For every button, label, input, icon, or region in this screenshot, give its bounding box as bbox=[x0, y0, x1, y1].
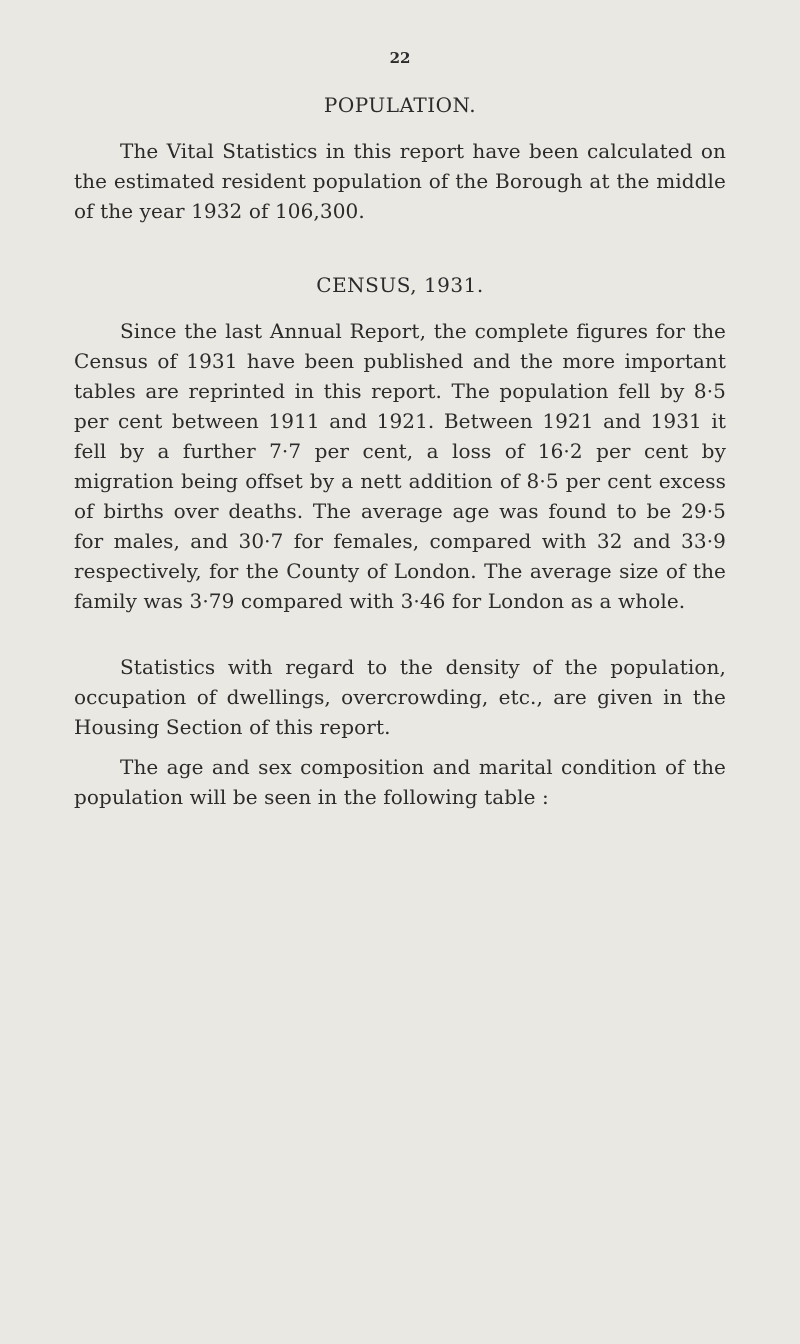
census-paragraph-2: Statistics with regard to the density of the population, occupation of dwellings, overcrowding, etc., are given in the Housing Section of this report. bbox=[74, 655, 726, 739]
population-heading: POPULATION. bbox=[323, 93, 477, 117]
page-number: 22 bbox=[389, 49, 411, 67]
census-paragraph-1: Since the last Annual Report, the complete figures for the Census of 1931 have been published and the more important tables are reprinted in this report. The population fell by 8·5 per cent between 1911 and 1921. Between 1921 and 1931 it fell by a further 7·7 per cent, a loss of 16·2 per cent by migration being offset by a nett addition of 8·5 per cent excess of births over deaths. The average age was found to be 29·5 for males, and 30·7 for females, compared with 32 and 33·9 respectively, for the County of London. The average size of the family was 3·79 compared with 3·46 for London as a whole. bbox=[74, 319, 726, 613]
population-paragraph: The Vital Statistics in this report have been calculated on the estimated resident population of the Borough at the middle of the year 1932 of 106,300. bbox=[74, 139, 726, 223]
census-paragraph-3: The age and sex composition and marital condition of the population will be seen in the following table : bbox=[74, 755, 726, 809]
census-heading: CENSUS, 1931. bbox=[316, 273, 484, 297]
